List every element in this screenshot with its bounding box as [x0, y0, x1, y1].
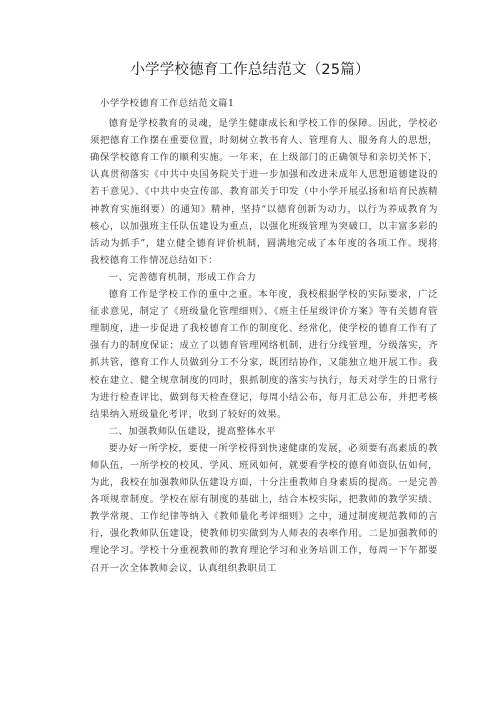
- document-title: 小学学校德育工作总结范文（25篇）: [130, 62, 370, 78]
- article-heading: 小学学校德育工作总结范文篇1: [100, 98, 235, 109]
- section-heading-2: 二、加强教师队伍建设，提高整体水平: [108, 425, 276, 437]
- document-body: [90, 95, 438, 577]
- paragraph-intro: 德育是学校教育的灵魂，是学生健康成长和学校工作的保障。因此，学校必须把德育工作摆在重要位置，时刻树立教书育人、管理育人、服务育人的思想，确保学校德育工作的顺利实施。一年来，在上级部门的正确领导和亲切关怀下，认真贯彻落实《中共中央国务院关于进一步加强和改进未成年人思想道德建设的若干意见》、《中共中央宣传部、教育部关于印发（中小学开展弘扬和培育民族精神教育实施纲要）的通知》精神，坚持“以德育创新为动力，以行为养成教育为核心，以加强班主任队伍建设为重点，以强化班级管理为突破口，以丰富多彩的活动为抓手”，建立健全德育评价机制，圆满地完成了本年度的各项工作。现将我校德育工作情况总结如下：: [90, 118, 438, 266]
- section-heading-1: 一、完善德育机制，形成工作合力: [108, 271, 257, 283]
- paragraph-section-1: 德育工作是学校工作的重中之重。本年度，我校根据学校的实际要求，广泛征求意见，制定了《班级量化管理细则》、《班主任星级评价方案》等有关德育管理制度，进一步促进了我校德育工作的制度化、经常化，使学校的德育工作有了强有力的制度保证；成立了以德育管理网络机制，进行分线管理，分级落实，齐抓共管，德育工作人员做到分工不分家，既团结协作，又能独立地开展工作。我校在建立、健全规章制度的同时，狠抓制度的落实与执行，每天对学生的日常行为进行检查评比，做到每天检查登记，每周小结公布，每月汇总公布，并把考核结果纳入班级量化考评，收到了较好的效果。: [90, 289, 438, 420]
- paragraph-section-2: 要办好一所学校，要使一所学校得到快速健康的发展，必须要有高素质的教师队伍，一所学校的校风、学风、班风如何，就要看学校的德育师资队伍如何，为此，我校在加强教师队伍建设方面，十分注重教师自身素质的提高。一是完善各项规章制度。学校在原有制度的基础上，结合本校实际，把教师的教学实绩、教学常规、工作纪律等纳入《教师量化考评细则》之中，通过制度规范教师的言行，强化教师队伍建设，使教师切实做到为人师表的表率作用。二是加强教师的理论学习。学校十分重视教师的教育理论学习和业务培训工作，每周一下午都要召开一次全体教师会议，认真组织教职员工: [90, 442, 438, 574]
